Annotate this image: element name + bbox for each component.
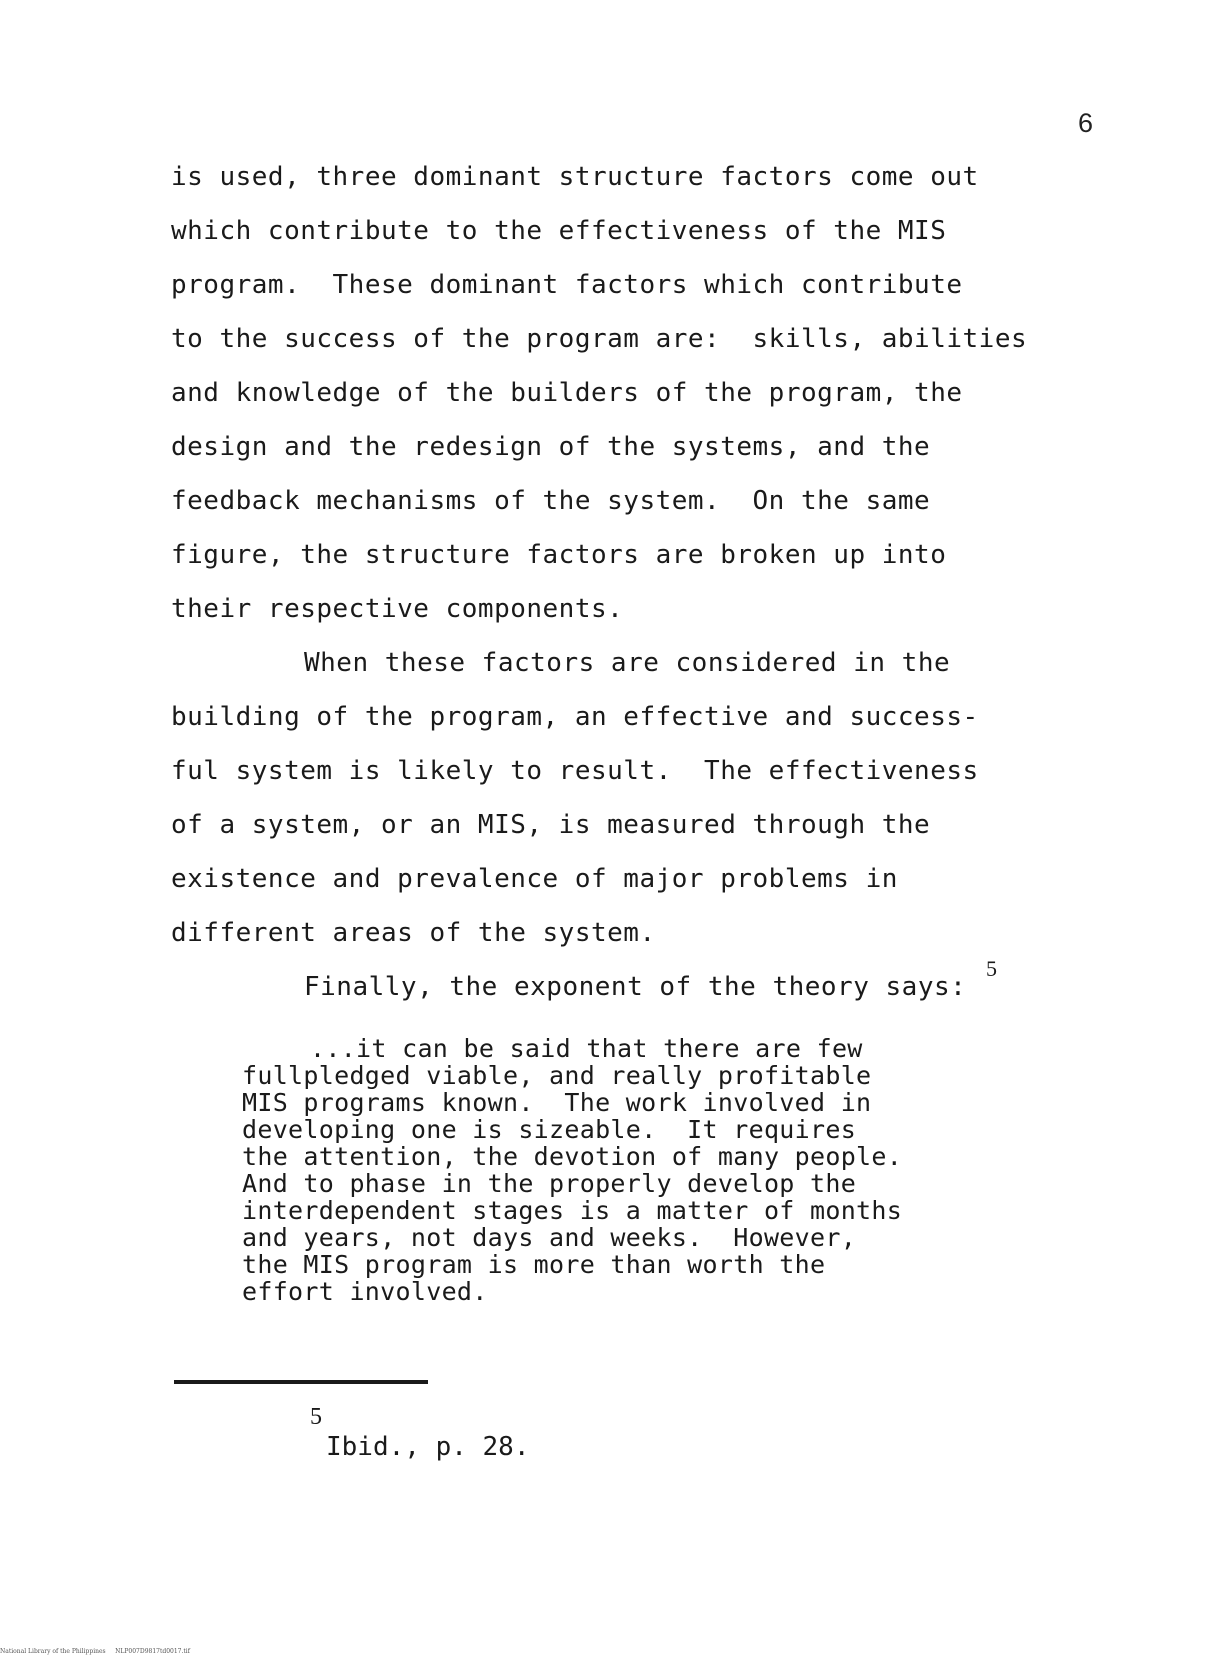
quote-line-2: fullpledged viable, and really profitable	[242, 1061, 872, 1090]
page-number: 6	[1078, 108, 1094, 138]
quote-line-6: And to phase in the properly develop the	[242, 1169, 857, 1198]
quote-line-7: interdependent stages is a matter of months	[242, 1196, 903, 1225]
footnote-text: Ibid., p. 28.	[326, 1432, 530, 1462]
paragraph-1-line-9: their respective components.	[171, 594, 624, 624]
footnote-reference: 5	[986, 956, 997, 981]
paragraph-1-line-1: is used, three dominant structure factors come out	[171, 162, 979, 192]
quote-line-9: the MIS program is more than worth the	[242, 1250, 826, 1279]
paragraph-2-line-6: different areas of the system.	[171, 918, 656, 948]
paragraph-1-line-8: figure, the structure factors are broken up into	[171, 540, 947, 570]
paragraph-2-line-2: building of the program, an effective and success-	[171, 702, 979, 732]
paragraph-1-line-2: which contribute to the effectiveness of the MIS	[171, 216, 947, 246]
paragraph-1-line-5: and knowledge of the builders of the program, the	[171, 378, 963, 408]
quote-line-8: and years, not days and weeks. However,	[242, 1223, 857, 1252]
paragraph-2-line-5: existence and prevalence of major problems in	[171, 864, 898, 894]
quote-line-10: effort involved.	[242, 1277, 488, 1306]
paragraph-2-line-4: of a system, or an MIS, is measured through the	[171, 810, 931, 840]
quote-line-5: the attention, the devotion of many people.	[242, 1142, 903, 1171]
quote-line-1: ...it can be said that there are few	[310, 1034, 863, 1063]
footnote-number: 5	[310, 1404, 322, 1430]
quote-line-3: MIS programs known. The work involved in	[242, 1088, 872, 1117]
footnote-divider	[174, 1380, 428, 1384]
paragraph-2-line-3: ful system is likely to result. The effectiveness	[171, 756, 979, 786]
paragraph-2-line-1: When these factors are considered in the	[304, 648, 951, 678]
paragraph-1-line-3: program. These dominant factors which contribute	[171, 270, 963, 300]
archive-stamp: National Library of the Philippines NLP007D9817td0017.tif	[0, 1648, 190, 1655]
quote-line-4: developing one is sizeable. It requires	[242, 1115, 857, 1144]
paragraph-1-line-6: design and the redesign of the systems, and the	[171, 432, 931, 462]
paragraph-1-line-7: feedback mechanisms of the system. On the same	[171, 486, 931, 516]
paragraph-1-line-4: to the success of the program are: skills, abilities	[171, 324, 1028, 354]
paragraph-3-line-1: Finally, the exponent of the theory says:	[304, 972, 967, 1002]
